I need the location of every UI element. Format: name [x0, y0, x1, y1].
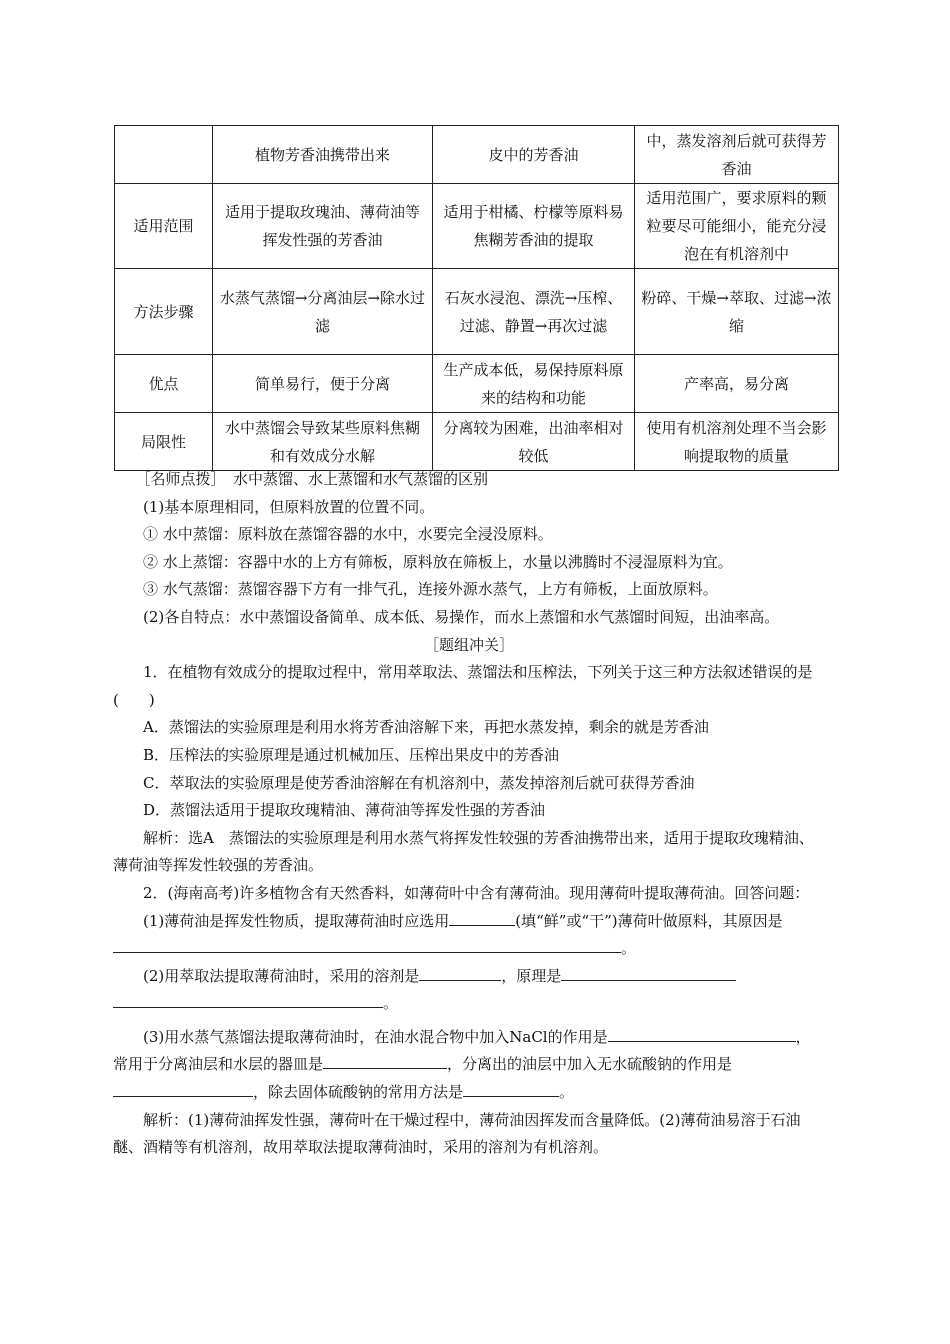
row-header-steps: 方法步骤	[115, 269, 213, 355]
row-header-limitations: 局限性	[115, 413, 213, 471]
table-cell: 植物芳香油携带出来	[213, 126, 433, 184]
table-cell: 水中蒸馏会导致某些原料焦糊和有效成分水解	[213, 413, 433, 471]
answer-blank[interactable]	[323, 1052, 447, 1069]
text-fragment: ，原理是	[501, 966, 562, 985]
paragraph: ① 水中蒸馏：原料放在蒸馏容器的水中，水要完全浸没原料。	[143, 525, 553, 544]
sub-question-1	[113, 908, 825, 963]
sub-question-3	[113, 1024, 825, 1107]
table-cell: 水蒸气蒸馏→分离油层→除水过滤	[213, 269, 433, 355]
table-cell: 石灰水浸泡、漂洗→压榨、过滤、静置→再次过滤	[433, 269, 635, 355]
table-row	[115, 184, 839, 269]
answer-blank[interactable]	[113, 1080, 253, 1097]
paragraph: (2)各自特点：水中蒸馏设备简单、成本低、易操作，而水上蒸馏和水气蒸馏时间短，出油率高。	[143, 607, 780, 626]
extraction-methods-table	[114, 125, 839, 471]
paragraph: ② 水上蒸馏：容器中水的上方有筛板，原料放在筛板上，水量以沸腾时不浸湿原料为宜。	[143, 552, 733, 571]
tips-heading: ［名师点拨］ 水中蒸馏、水上蒸馏和水气蒸馏的区别	[135, 470, 489, 488]
analysis: 解析：(1)薄荷油挥发性强，薄荷叶在干燥过程中，薄荷油因挥发而含量降低。(2)薄荷油易溶于石油醚、酒精等有机溶剂，故用萃取法提取薄荷油时，采用的溶剂为有机溶剂。	[113, 1110, 801, 1157]
answer-blank[interactable]	[463, 1080, 559, 1097]
text-fragment: (3)用水蒸气蒸馏法提取薄荷油时，在油水混合物中加入NaCl的作用是	[143, 1027, 608, 1046]
table-cell: 简单易行，便于分离	[213, 355, 433, 413]
text-fragment: 。	[383, 994, 399, 1013]
paragraph: ③ 水气蒸馏：蒸馏容器下方有一排气孔，连接外源水蒸气，上方有筛板，上面放原料。	[143, 580, 718, 599]
table-cell: 产率高，易分离	[635, 355, 839, 413]
answer-blank[interactable]	[608, 1025, 728, 1042]
answer-blank[interactable]	[728, 1025, 796, 1042]
option-d: D．蒸馏法适用于提取玫瑰精油、薄荷油等挥发性强的芳香油	[143, 801, 546, 820]
sub-question-2	[113, 963, 825, 1018]
table-row	[115, 126, 839, 184]
answer-blank[interactable]	[449, 909, 515, 926]
table-cell: 适用范围广，要求原料的颗粒要尽可能细小，能充分浸泡在有机溶剂中	[635, 184, 839, 269]
row-header-advantages: 优点	[115, 355, 213, 413]
table-cell: 皮中的芳香油	[433, 126, 635, 184]
table-cell: 分离较为困难，出油率相对较低	[433, 413, 635, 471]
table-row	[115, 355, 839, 413]
table-cell	[115, 126, 213, 184]
text-fragment: 。	[621, 939, 637, 958]
row-header-scope: 适用范围	[115, 184, 213, 269]
table-cell: 适用于提取玫瑰油、薄荷油等挥发性强的芳香油	[213, 184, 433, 269]
table-cell: 生产成本低，易保持原料原来的结构和功能	[433, 355, 635, 413]
table-row	[115, 413, 839, 471]
table-row	[115, 269, 839, 355]
section-title: ［题组冲关］	[423, 635, 514, 654]
text-fragment: (1)薄荷油是挥发性物质，提取薄荷油时应选用	[143, 911, 450, 930]
answer-blank[interactable]	[419, 964, 501, 981]
text-fragment: ，除去固体硫酸钠的常用方法是	[253, 1083, 464, 1102]
table-cell: 中，蒸发溶剂后就可获得芳香油	[635, 126, 839, 184]
table-cell: 粉碎、干燥→萃取、过滤→浓缩	[635, 269, 839, 355]
option-a: A．蒸馏法的实验原理是利用水将芳香油溶解下来，再把水蒸发掉，剩余的就是芳香油	[143, 718, 709, 737]
text-fragment: ，分离出的油层中加入无水硫酸钠的作用是	[447, 1055, 733, 1074]
text-fragment: ，常用于分离油层和水层的器皿是	[113, 1027, 811, 1074]
text-fragment: (填“鲜”或“干”)薄荷叶做原料，其原因是	[515, 911, 783, 930]
option-c: C．萃取法的实验原理是使芳香油溶解在有机溶剂中，蒸发掉溶剂后就可获得芳香油	[143, 773, 695, 792]
answer-blank[interactable]	[113, 991, 383, 1008]
text-fragment: 。	[559, 1083, 575, 1102]
paragraph: (1)基本原理相同，但原料放置的位置不同。	[143, 497, 435, 516]
body-text	[113, 466, 825, 1162]
text-fragment: (2)用萃取法提取薄荷油时，采用的溶剂是	[143, 966, 420, 985]
question-stem: 1．在植物有效成分的提取过程中，常用萃取法、蒸馏法和压榨法，下列关于这三种方法叙述错误的是( )	[113, 663, 813, 709]
answer-blank[interactable]	[113, 936, 621, 953]
answer-blank[interactable]	[561, 964, 736, 981]
question-stem: 2．(海南高考)许多植物含有天然香料，如薄荷叶中含有薄荷油。现用薄荷叶提取薄荷油。回答问题：	[143, 883, 810, 902]
analysis: 解析：选A 蒸馏法的实验原理是利用水蒸气将挥发性较强的芳香油携带出来，适用于提取玫瑰精油、薄荷油等挥发性较强的芳香油。	[113, 828, 814, 875]
table-cell: 使用有机溶剂处理不当会影响提取物的质量	[635, 413, 839, 471]
option-b: B．压榨法的实验原理是通过机械加压、压榨出果皮中的芳香油	[143, 745, 560, 764]
table-cell: 适用于柑橘、柠檬等原料易焦糊芳香油的提取	[433, 184, 635, 269]
